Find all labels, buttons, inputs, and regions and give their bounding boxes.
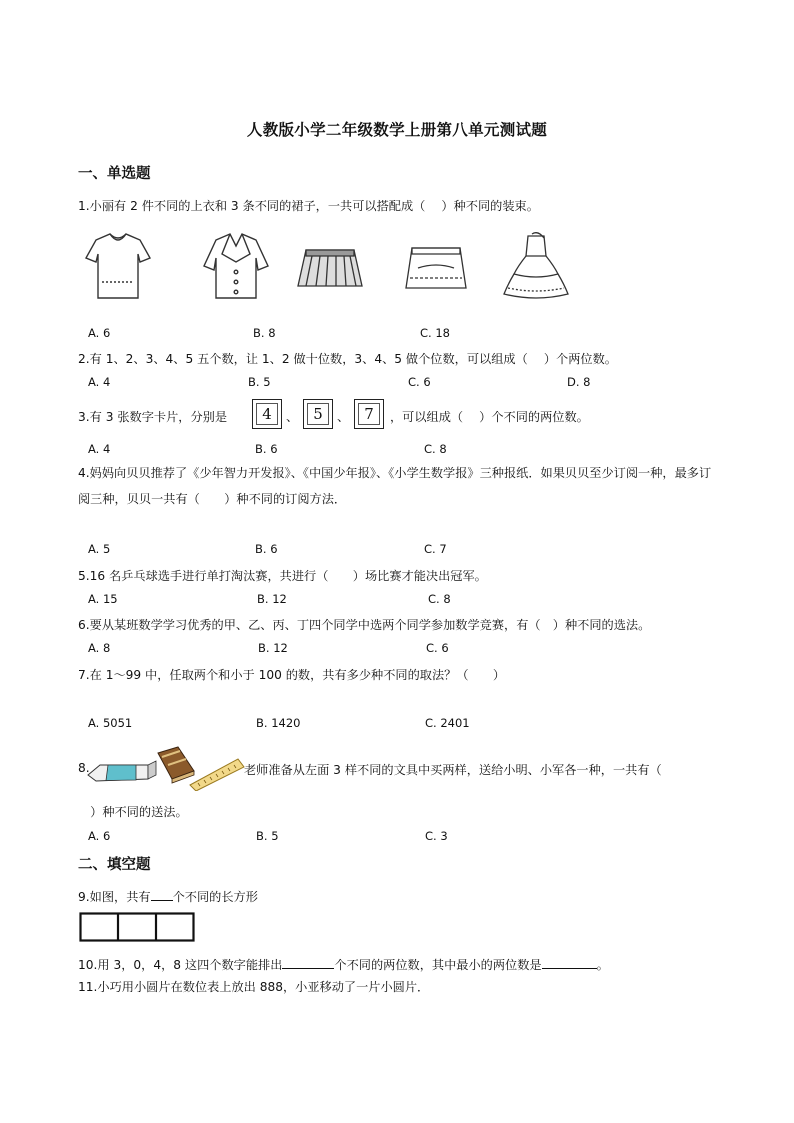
question-9 bbox=[78, 887, 258, 905]
option-b[interactable]: B. 6 bbox=[255, 542, 278, 556]
question-6-options bbox=[88, 641, 728, 657]
option-c[interactable]: C. 3 bbox=[425, 829, 448, 843]
option-a[interactable]: A. 4 bbox=[88, 442, 111, 456]
question-3-options bbox=[88, 442, 728, 458]
question-8-options bbox=[88, 829, 728, 845]
question-5-options bbox=[88, 592, 728, 608]
option-a[interactable]: A. 5 bbox=[88, 542, 111, 556]
option-d[interactable]: D. 8 bbox=[567, 375, 591, 389]
option-b[interactable]: B. 12 bbox=[258, 641, 288, 655]
question-6-text: 6.要从某班数学学习优秀的甲、乙、丙、丁四个同学中选两个同学参加数学竞赛，有（ ）种不同的选法。 bbox=[78, 618, 651, 632]
option-b[interactable]: B. 6 bbox=[255, 442, 278, 456]
question-2-options bbox=[88, 375, 728, 391]
option-a[interactable]: A. 8 bbox=[88, 641, 111, 655]
option-a[interactable]: A. 6 bbox=[88, 829, 111, 843]
question-7-options bbox=[88, 716, 728, 732]
pleated-skirt-icon bbox=[298, 250, 362, 286]
shirt-icon bbox=[86, 234, 150, 298]
question-10-text-before: 10.用 3，0，4，8 这四个数字能排出 bbox=[78, 958, 283, 972]
answer-blank[interactable] bbox=[542, 955, 597, 969]
stationery-illustrations bbox=[86, 745, 246, 791]
option-b[interactable]: B. 1420 bbox=[256, 716, 301, 730]
question-1-options bbox=[88, 326, 728, 342]
question-4-text: 4.妈妈向贝贝推荐了《少年智力开发报》、《中国少年报》、《小学生数学报》三种报纸．如果贝贝至少订阅一种，最多订阅三种，贝贝一共有（ ）种不同的订阅方法． bbox=[78, 466, 712, 506]
clothing-illustrations bbox=[78, 232, 598, 304]
option-c[interactable]: C. 2401 bbox=[425, 716, 470, 730]
sailor-blouse-icon bbox=[204, 234, 268, 298]
number-card-5: 5 bbox=[303, 399, 333, 429]
number-card-4: 4 bbox=[252, 399, 282, 429]
option-c[interactable]: C. 8 bbox=[428, 592, 451, 606]
question-8-line-2: ）种不同的送法。 bbox=[78, 805, 188, 819]
question-1-text: 1.小丽有 2 件不同的上衣和 3 条不同的裙子，一共可以搭配成（ ）种不同的装束。 bbox=[78, 199, 539, 213]
question-5-text: 5.16 名乒乓球选手进行单打淘汰赛，共进行（ ）场比赛才能决出冠军。 bbox=[78, 569, 487, 583]
eraser-icon bbox=[88, 761, 156, 781]
question-8-line-1: 老师准备从左面 3 样不同的文具中买两样，送给小明、小军各一种，一共有（ bbox=[244, 763, 662, 777]
option-c[interactable]: C. 6 bbox=[426, 641, 449, 655]
option-b[interactable]: B. 5 bbox=[248, 375, 271, 389]
ruler-icon bbox=[190, 759, 244, 791]
question-2-text: 2.有 1、2、3、4、5 五个数，让 1、2 做十位数，3、4、5 做个位数，可以组成（ ）个两位数。 bbox=[78, 352, 617, 366]
question-10-text-middle: 个不同的两位数，其中最小的两位数是 bbox=[334, 958, 542, 972]
answer-blank[interactable] bbox=[151, 887, 173, 901]
option-b[interactable]: B. 5 bbox=[256, 829, 279, 843]
section-heading-fill-in: 二、填空题 bbox=[78, 857, 151, 873]
option-b[interactable]: B. 8 bbox=[253, 326, 276, 340]
question-9-text-before: 9.如图，共有 bbox=[78, 890, 151, 904]
option-a[interactable]: A. 4 bbox=[88, 375, 111, 389]
option-a[interactable]: A. 15 bbox=[88, 592, 118, 606]
option-c[interactable]: C. 7 bbox=[424, 542, 447, 556]
question-10 bbox=[78, 955, 609, 973]
question-4-options bbox=[88, 542, 728, 558]
option-a[interactable]: A. 6 bbox=[88, 326, 111, 340]
question-8-number: 8. bbox=[78, 761, 90, 775]
page-title: 人教版小学二年级数学上册第八单元测试题 bbox=[246, 121, 548, 139]
section-heading-single-choice: 一、单选题 bbox=[78, 166, 151, 182]
card-separator: 、 bbox=[286, 410, 299, 424]
number-card-7: 7 bbox=[354, 399, 384, 429]
option-c[interactable]: C. 18 bbox=[420, 326, 450, 340]
question-3-prefix: 3.有 3 张数字卡片，分别是 bbox=[78, 410, 228, 424]
book-icon bbox=[158, 747, 194, 783]
question-3-suffix: ，可以组成（ ）个不同的两位数。 bbox=[390, 410, 589, 424]
mini-skirt-icon bbox=[406, 248, 466, 288]
question-10-text-after: 。 bbox=[596, 958, 609, 972]
three-rectangles-figure bbox=[79, 912, 195, 942]
question-7-text: 7.在 1～99 中，任取两个和小于 100 的数，共有多少种不同的取法？（ ） bbox=[78, 668, 506, 682]
answer-blank[interactable] bbox=[282, 955, 334, 969]
question-9-text-after: 个不同的长方形 bbox=[172, 890, 258, 904]
question-11-text: 11.小巧用小圆片在数位表上放出 888，小亚移动了一片小圆片． bbox=[78, 980, 430, 994]
card-separator: 、 bbox=[337, 410, 350, 424]
option-b[interactable]: B. 12 bbox=[257, 592, 287, 606]
option-c[interactable]: C. 8 bbox=[424, 442, 447, 456]
ruffled-dress-icon bbox=[504, 233, 568, 298]
option-a[interactable]: A. 5051 bbox=[88, 716, 133, 730]
option-c[interactable]: C. 6 bbox=[408, 375, 431, 389]
